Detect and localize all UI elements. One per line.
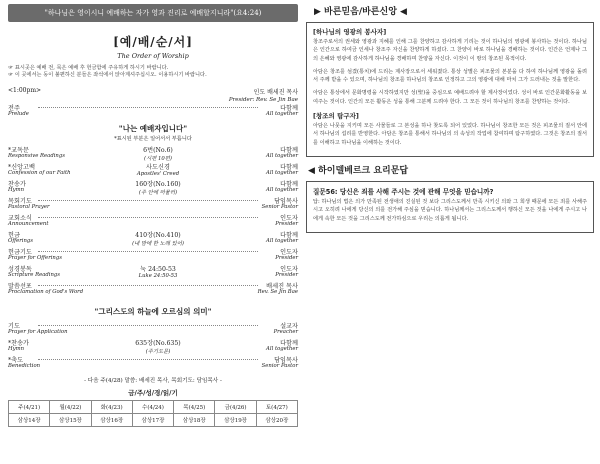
order-item <box>8 103 298 120</box>
bible-reading-title: 금/주/성/경/읽/기 <box>128 389 178 397</box>
item-leader-en: Preacher <box>273 329 298 335</box>
item-leader-en: All together <box>266 346 298 352</box>
item-name-ko: 기도 <box>8 323 20 330</box>
item-detail <box>103 145 213 162</box>
note-line: ☞ 이 곳에서는 동이 불편하신 분들은 좌석에서 앉아계셔주십시오. 이용하시기 바랍니다. <box>8 72 207 78</box>
item-leader-ko: 다함께 <box>280 105 298 112</box>
sermon-title: "그리스도의 하늘에 오르심의 의미" <box>94 307 212 316</box>
item-leader-en: Presider <box>275 272 298 278</box>
faith-subtitle: [하나님의 영광의 봉사자] <box>313 28 387 36</box>
item-leader-ko: 다함께 <box>280 147 298 154</box>
faith-subtitle-2: [창조의 탐구자] <box>313 112 359 121</box>
faith-box <box>306 22 594 157</box>
page-subtitle: The Order of Worship <box>117 52 189 60</box>
item-leader-en: Rev. Se Jin Bae <box>257 289 298 295</box>
leader-dots <box>38 107 258 108</box>
item-name-en: Hymn <box>8 187 25 193</box>
day-cell: 월(4/22) <box>50 401 91 414</box>
item-name-ko: 교회소식 <box>8 215 32 222</box>
next-week-note: - 다음 주(4/28) 말씀: 배세진 목사, 목회기도: 담임목사 - <box>84 378 222 384</box>
item-leader-en: All together <box>266 111 298 117</box>
section-title: "나는 예배자입니다" <box>118 124 188 133</box>
item-name-en: Scripture Readings <box>8 272 60 278</box>
item-name-en: Prelude <box>8 111 29 117</box>
verse-banner: "하나님은 영이시니 예배하는 자가 영과 진리로 예배할지니라"(요4:24) <box>8 4 298 22</box>
catechism-answer: 답: 하나님의 법은 의가 만족된 전생애의 진실된 것 보다 그리스도께서 만족 시키신 의와 그 희생 때문에 모든 죄를 사해주시고 오히려 나에게 당신의 의를 전가해 주심을 믿습니다. 하나님께서는 그리스도께서 행하신 모든 것을 나에게 주시고 나에게 속한 모든 것을 그리스도께 전가하심으로 우리는 의롭게 됩니다. <box>313 198 587 222</box>
item-name-en: Announcement <box>8 221 49 227</box>
days-row <box>9 401 298 414</box>
reading-cell: 삼상19장 <box>215 414 256 427</box>
item-name-ko: *신앙고백 <box>8 164 36 171</box>
item-name-ko: 찬송가 <box>8 181 26 188</box>
item-leader-en: Senior Pastor <box>261 204 298 210</box>
item-detail <box>103 230 213 247</box>
item-detail <box>103 162 213 177</box>
order-item <box>8 162 298 179</box>
item-leader-en: Presider <box>275 255 298 261</box>
item-detail-en: (주 안에 머물러) <box>138 190 178 196</box>
note-line: ☞ 표시곳은 예배 전, 묵은 예배 후 헌금함에 주유하게 하시기 바랍니다. <box>8 65 169 71</box>
item-detail-ko: 160장(No.160) <box>135 181 181 188</box>
day-cell: 목(4/25) <box>174 401 215 414</box>
catechism-question: 질문56: 당신은 죄를 사해 주시는 것에 관해 무엇을 믿습니까? <box>313 187 494 196</box>
item-name-en: Proclamation of God's Word <box>8 289 84 295</box>
item-name-en: Prayer for Offerings <box>8 255 62 261</box>
page-title: [예/배/순/서] <box>113 35 193 49</box>
item-detail-en: Luke 24:50-53 <box>138 273 178 279</box>
item-detail-ko: 410장(No.410) <box>135 232 181 239</box>
reading-cell: 삼상14장 <box>9 414 50 427</box>
article-column <box>306 4 594 460</box>
reading-cell: 삼상16장 <box>91 414 132 427</box>
item-name-ko: 전주 <box>8 105 20 112</box>
order-item <box>8 355 298 372</box>
day-cell: 수(4/24) <box>132 401 173 414</box>
reading-cell: 삼상17장 <box>132 414 173 427</box>
catechism-box <box>306 181 594 233</box>
presider-label: 인도 배세진 목사 <box>253 89 298 96</box>
day-cell: 토(4/27) <box>256 401 297 414</box>
leader-dots <box>38 325 258 326</box>
order-item <box>8 213 298 230</box>
worship-order-column <box>8 4 298 460</box>
paragraph: 아담은 창조를 섬겼(통치)에 드리는 제사장으로서 세워졌다. 통상 성별은 피조물의 본분을 다 하여 하나님께 영광을 돌려서 주께 받을 수 있으며, 하나님의 창조를 하나님의 창조로 인정하고 그의 영광에 대해 마치 그가 드러내는 것을 말한다. <box>313 68 587 84</box>
presider-block <box>229 87 298 103</box>
item-detail-en: Apostles' Creed <box>136 171 180 177</box>
leader-dots <box>38 217 258 218</box>
paragraph: 창조주로서의 권세와 영광과 지혜를 인해 그를 찬양하고 감사하게 기리는 것이 하나님의 영광에 봉사하는 것이다. 하나님은 인간으로 하여금 인세나 창조주 자신을 찬양하게 하셨다. 그 찬양이 바로 하나님을 경배하는 것이다. 인간은 언제나 그의 은혜와 영광에 감사하게 하나님을 경배하며 찬양을 자신다. 이것이 이 땅의 창조된 목적이다. <box>313 39 587 62</box>
item-name-ko: 성경봉독 <box>8 266 32 273</box>
presider-en: Presider: Rev. Se Jin Bae <box>228 97 298 103</box>
item-name-ko: *축도 <box>8 357 24 364</box>
paragraph: 아담은 나뭇을 지키며 모든 사물들로 그 본성을 하나 찾도록 되어 있었다. 하나님이 창조한 모든 것은 피조물의 질서 안에서 하나님의 섭리를 반영한다. 아담은 창조를 통해서 하나님의 의 속성의 작업에 참여하며 탐구하였다. 그것은 창조의 질서를 이해하고 하나님을 이해하는 것이다. <box>313 123 587 146</box>
order-item <box>8 196 298 213</box>
item-name-en: Confession of our Faith <box>8 170 71 176</box>
service-group-closing <box>8 321 298 372</box>
day-cell: 금(4/26) <box>215 401 256 414</box>
item-detail <box>103 338 213 355</box>
item-leader-en: Presider <box>275 221 298 227</box>
reading-cell: 삼상15장 <box>50 414 91 427</box>
item-detail-en: (내 맘에 한 노래 있어) <box>132 241 184 247</box>
item-leader-en: All together <box>266 187 298 193</box>
order-item <box>8 338 298 355</box>
order-item <box>8 321 298 338</box>
item-leader-ko: 다함께 <box>280 340 298 347</box>
reading-cell: 삼상18장 <box>174 414 215 427</box>
time-row <box>8 87 298 103</box>
section-note: *표시된 부분은 일어서서 부릅니다 <box>114 136 192 142</box>
item-detail-ko: 눅 24:50-53 <box>140 266 176 273</box>
item-name-ko: 목회기도 <box>8 198 32 205</box>
item-detail-en: (시편 10편) <box>144 156 172 162</box>
notes <box>8 65 298 79</box>
item-name-en: Benediction <box>8 363 41 369</box>
title-block <box>8 33 298 60</box>
item-name-ko: *교독문 <box>8 147 30 154</box>
order-item <box>8 281 298 298</box>
item-detail <box>103 179 213 196</box>
service-time: <1:00pm> <box>8 87 42 94</box>
leader-dots <box>38 200 258 201</box>
item-detail-ko: 6번(No.6) <box>143 147 173 154</box>
item-leader-en: All together <box>266 153 298 159</box>
item-name-en: Prayer for Application <box>8 329 68 335</box>
bible-reading-table <box>8 400 298 427</box>
leader-dots <box>38 359 258 360</box>
item-name-ko: 헌금기도 <box>8 249 32 256</box>
item-name-ko: *찬송가 <box>8 340 30 347</box>
item-name-ko: 헌금 <box>8 232 20 239</box>
item-name-en: Responsive Readings <box>8 153 65 159</box>
item-detail <box>103 264 213 279</box>
reading-cell: 삼상20장 <box>256 414 297 427</box>
item-detail-ko: 사도신경 <box>146 164 170 171</box>
item-name-en: Hymn <box>8 346 25 352</box>
item-leader-ko: 다함께 <box>280 181 298 188</box>
leader-dots <box>38 251 258 252</box>
item-leader-ko: 담임목사 <box>274 357 298 364</box>
item-name-en: Pastoral Prayer <box>8 204 50 210</box>
item-leader-en: Senior Pastor <box>261 363 298 369</box>
order-item <box>8 247 298 264</box>
service-group-main <box>8 145 298 298</box>
item-leader-ko: 배세진 목사 <box>266 283 298 290</box>
item-detail-en: (주기도문) <box>145 349 171 355</box>
faith-heading: ▶ 바른믿음/바른신앙 ◀ <box>314 7 407 17</box>
item-leader-ko: 인도자 <box>280 266 298 273</box>
catechism-heading: ◀ 하이델베르크 요리문답 <box>308 165 409 176</box>
item-leader-ko: 다함께 <box>280 232 298 239</box>
order-item <box>8 264 298 281</box>
item-leader-en: All together <box>266 238 298 244</box>
order-item <box>8 145 298 162</box>
item-name-ko: 말씀선포 <box>8 283 32 290</box>
leader-dots <box>38 285 258 286</box>
day-cell: 화(4/23) <box>91 401 132 414</box>
refs-row <box>9 414 298 427</box>
day-cell: 주(4/21) <box>9 401 50 414</box>
item-name-en: Offerings <box>8 238 33 244</box>
item-leader-ko: 설교자 <box>280 323 298 330</box>
order-item <box>8 230 298 247</box>
item-leader-ko: 인도자 <box>280 215 298 222</box>
item-leader-en: All together <box>266 170 298 176</box>
service-group-prelude <box>8 103 298 120</box>
paragraph: 아담은 통상에서 문화명령을 시작하였지만 성(聖)을 중심으로 예배드려야 할 제사장이었다. 성이 바로 인간문화활동을 보여주는 것이다. 인간의 모든 활동은 성을 통해 그분께 드려야 한다. 그 모든 것이 하나님의 창조를 찬양하는 것이다. <box>313 90 587 105</box>
order-item <box>8 179 298 196</box>
item-leader-ko: 담임목사 <box>274 198 298 205</box>
item-leader-ko: 인도자 <box>280 249 298 256</box>
item-detail-ko: 635장(No.635) <box>135 340 181 347</box>
item-leader-ko: 다함께 <box>280 164 298 171</box>
